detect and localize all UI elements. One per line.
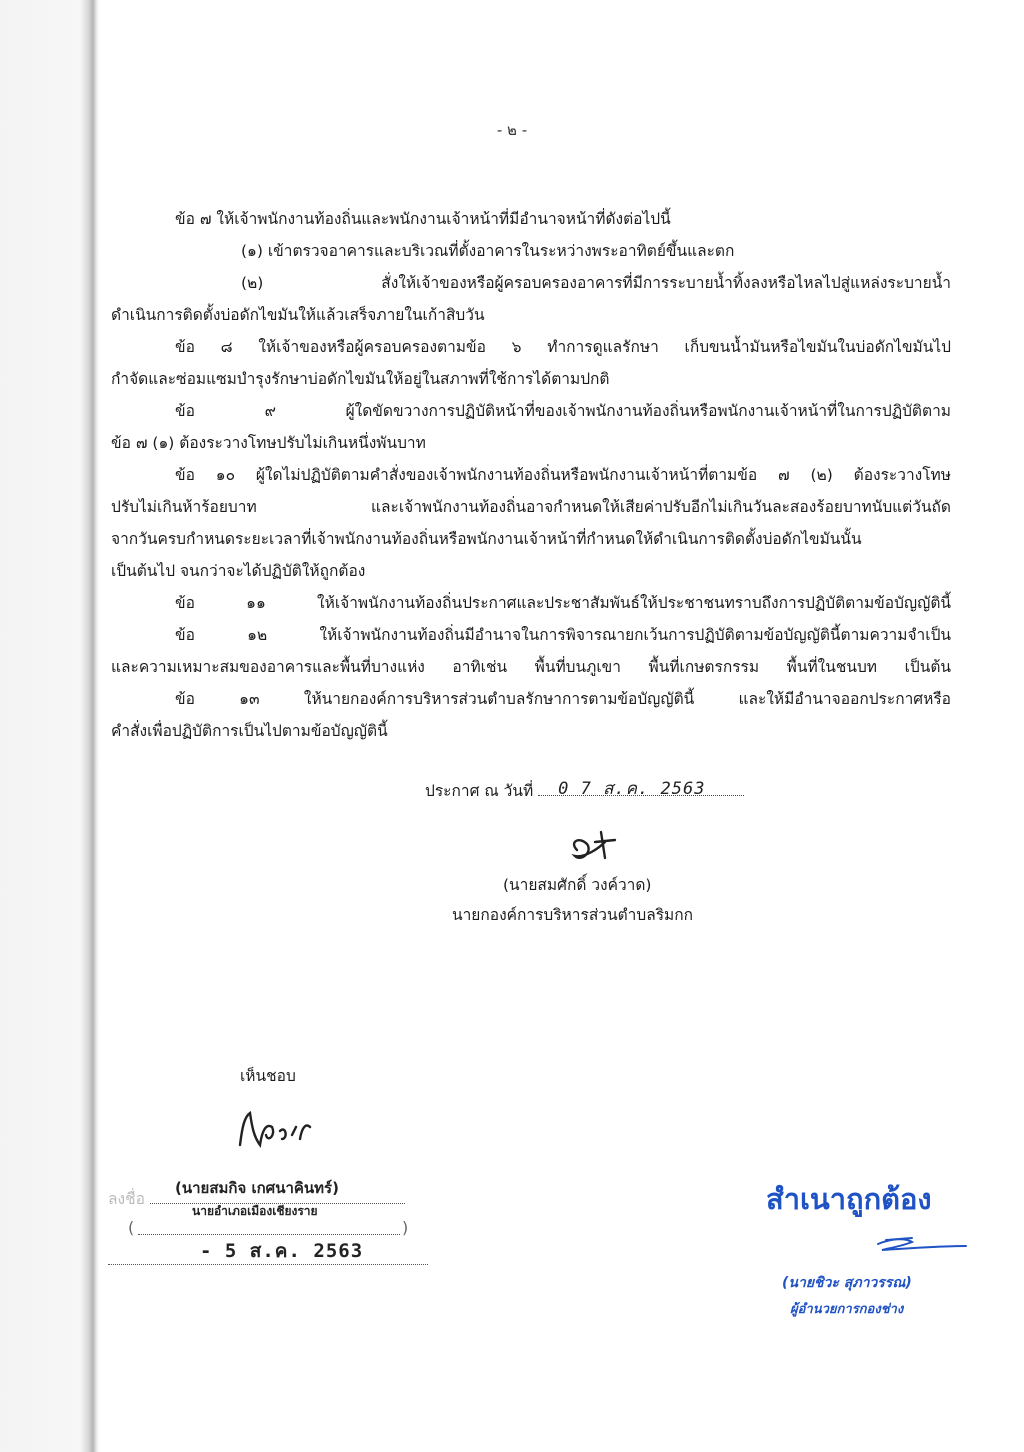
mayor-signature <box>565 828 625 868</box>
clause-7-item-1: (๑) เข้าตรวจอาคารและบริเวณที่ตั้งอาคารในระหว่างพระอาทิตย์ขึ้นและตก <box>241 242 735 260</box>
approver-title: นายอำเภอเมืองเชียงราย <box>192 1204 318 1218</box>
clause-7-item-2-cont: ดำเนินการติดตั้งบ่อดักไขมันให้แล้วเสร็จภายในเก้าสิบวัน <box>111 306 485 324</box>
clause-10-cont-2: จากวันครบกำหนดระยะเวลาที่เจ้าพนักงานท้องถิ่นหรือพนักงานเจ้าหน้าที่กำหนดให้ดำเนินการติดตั้งบ่อดักไขมันนั้น <box>111 530 862 548</box>
name-dot-line <box>138 1234 400 1235</box>
approval-date: - 5 ส.ค. 2563 <box>200 1240 364 1262</box>
binding-shadow <box>0 0 100 1452</box>
clause-10: ข้อ ๑๐ ผู้ใดไม่ปฏิบัติตามคำสั่งของเจ้าพนักงานท้องถิ่นหรือพนักงานเจ้าหน้าที่ตามข้อ ๗ (๒) ต้องระวางโทษ <box>175 466 951 484</box>
clause-9: ข้อ ๙ ผู้ใดขัดขวางการปฏิบัติหน้าที่ของเจ้าพนักงานท้องถิ่นหรือพนักงานเจ้าหน้าที่ในการปฏิบัติตาม <box>175 402 951 420</box>
clause-8: ข้อ ๘ ให้เจ้าของหรือผู้ครอบครองตามข้อ ๖ ทำการดูแลรักษา เก็บขนน้ำมันหรือไขมันในบ่อดักไขมันไป <box>175 338 951 356</box>
sign-label: ลงชื่อ <box>108 1190 145 1208</box>
certifier-title: ผู้อำนวยการกองช่าง <box>790 1302 904 1317</box>
clause-7: ข้อ ๗ ให้เจ้าพนักงานท้องถิ่นและพนักงานเจ้าหน้าที่มีอำนาจหน้าที่ดังต่อไปนี้ <box>175 210 671 228</box>
clause-12-cont: และความเหมาะสมของอาคารและพื้นที่บางแห่ง อาทิเช่น พื้นที่บนภูเขา พื้นที่เกษตรกรรม พื้นที่ในชนบท เป็นต้น <box>111 658 951 676</box>
certifier-name: (นายชิวะ สุภาวรรณ) <box>782 1275 912 1291</box>
announce-date-field <box>538 779 744 799</box>
clause-10-cont-3: เป็นต้นไป จนกว่าจะได้ปฏิบัติให้ถูกต้อง <box>111 562 366 580</box>
page-number: - ๒ - <box>496 121 528 139</box>
clause-8-cont: กำจัดและซ่อมแซมบำรุงรักษาบ่อดักไขมันให้อยู่ในสภาพที่ใช้การได้ตามปกติ <box>111 370 610 388</box>
certifier-signature <box>872 1232 972 1258</box>
clause-9-cont: ข้อ ๗ (๑) ต้องระวางโทษปรับไม่เกินหนึ่งพันบาท <box>111 434 426 452</box>
clause-13: ข้อ ๑๓ ให้นายกองค์การบริหารส่วนตำบลรักษาการตามข้อบัญญัตินี้ และให้มีอำนาจออกประกาศหรือ <box>175 690 951 708</box>
certified-stamp: สำเนาถูกต้อง <box>766 1182 932 1216</box>
paren-open: ( <box>128 1218 135 1237</box>
approver-signature <box>232 1105 322 1155</box>
approval-label: เห็นชอบ <box>240 1067 296 1085</box>
date-dot-line <box>108 1264 428 1265</box>
announce-label: ประกาศ ณ วันที่ <box>425 782 534 800</box>
mayor-title: นายกองค์การบริหารส่วนตำบลริมกก <box>452 906 694 924</box>
announce-date: 0 7 ส.ค. 2563 <box>558 779 706 799</box>
announce-date-line <box>425 778 744 803</box>
mayor-name: (นายสมศักดิ์ วงค์วาด) <box>503 876 652 894</box>
paren-close: ) <box>402 1218 409 1237</box>
clause-13-cont: คำสั่งเพื่อปฏิบัติการเป็นไปตามข้อบัญญัตินี้ <box>111 722 388 740</box>
clause-7-item-2: (๒) สั่งให้เจ้าของหรือผู้ครอบครองอาคารที่มีการระบายน้ำทิ้งลงหรือไหลไปสู่แหล่งระบายน้ำ <box>241 274 951 292</box>
approver-name: (นายสมกิจ เกศนาคินทร์) <box>175 1179 339 1197</box>
clause-10-cont-1: ปรับไม่เกินห้าร้อยบาท และเจ้าพนักงานท้องถิ่นอาจกำหนดให้เสียค่าปรับอีกไม่เกินวันละสองร้อยบาทนับแต่วันถัด <box>111 498 951 516</box>
clause-12: ข้อ ๑๒ ให้เจ้าพนักงานท้องถิ่นมีอำนาจในการพิจารณายกเว้นการปฏิบัติตามข้อบัญญัตินี้ตามความจำเป็น <box>175 626 951 644</box>
clause-11: ข้อ ๑๑ ให้เจ้าพนักงานท้องถิ่นประกาศและประชาสัมพันธ์ให้ประชาชนทราบถึงการปฏิบัติตามข้อบัญญัตินี้ <box>175 594 951 612</box>
